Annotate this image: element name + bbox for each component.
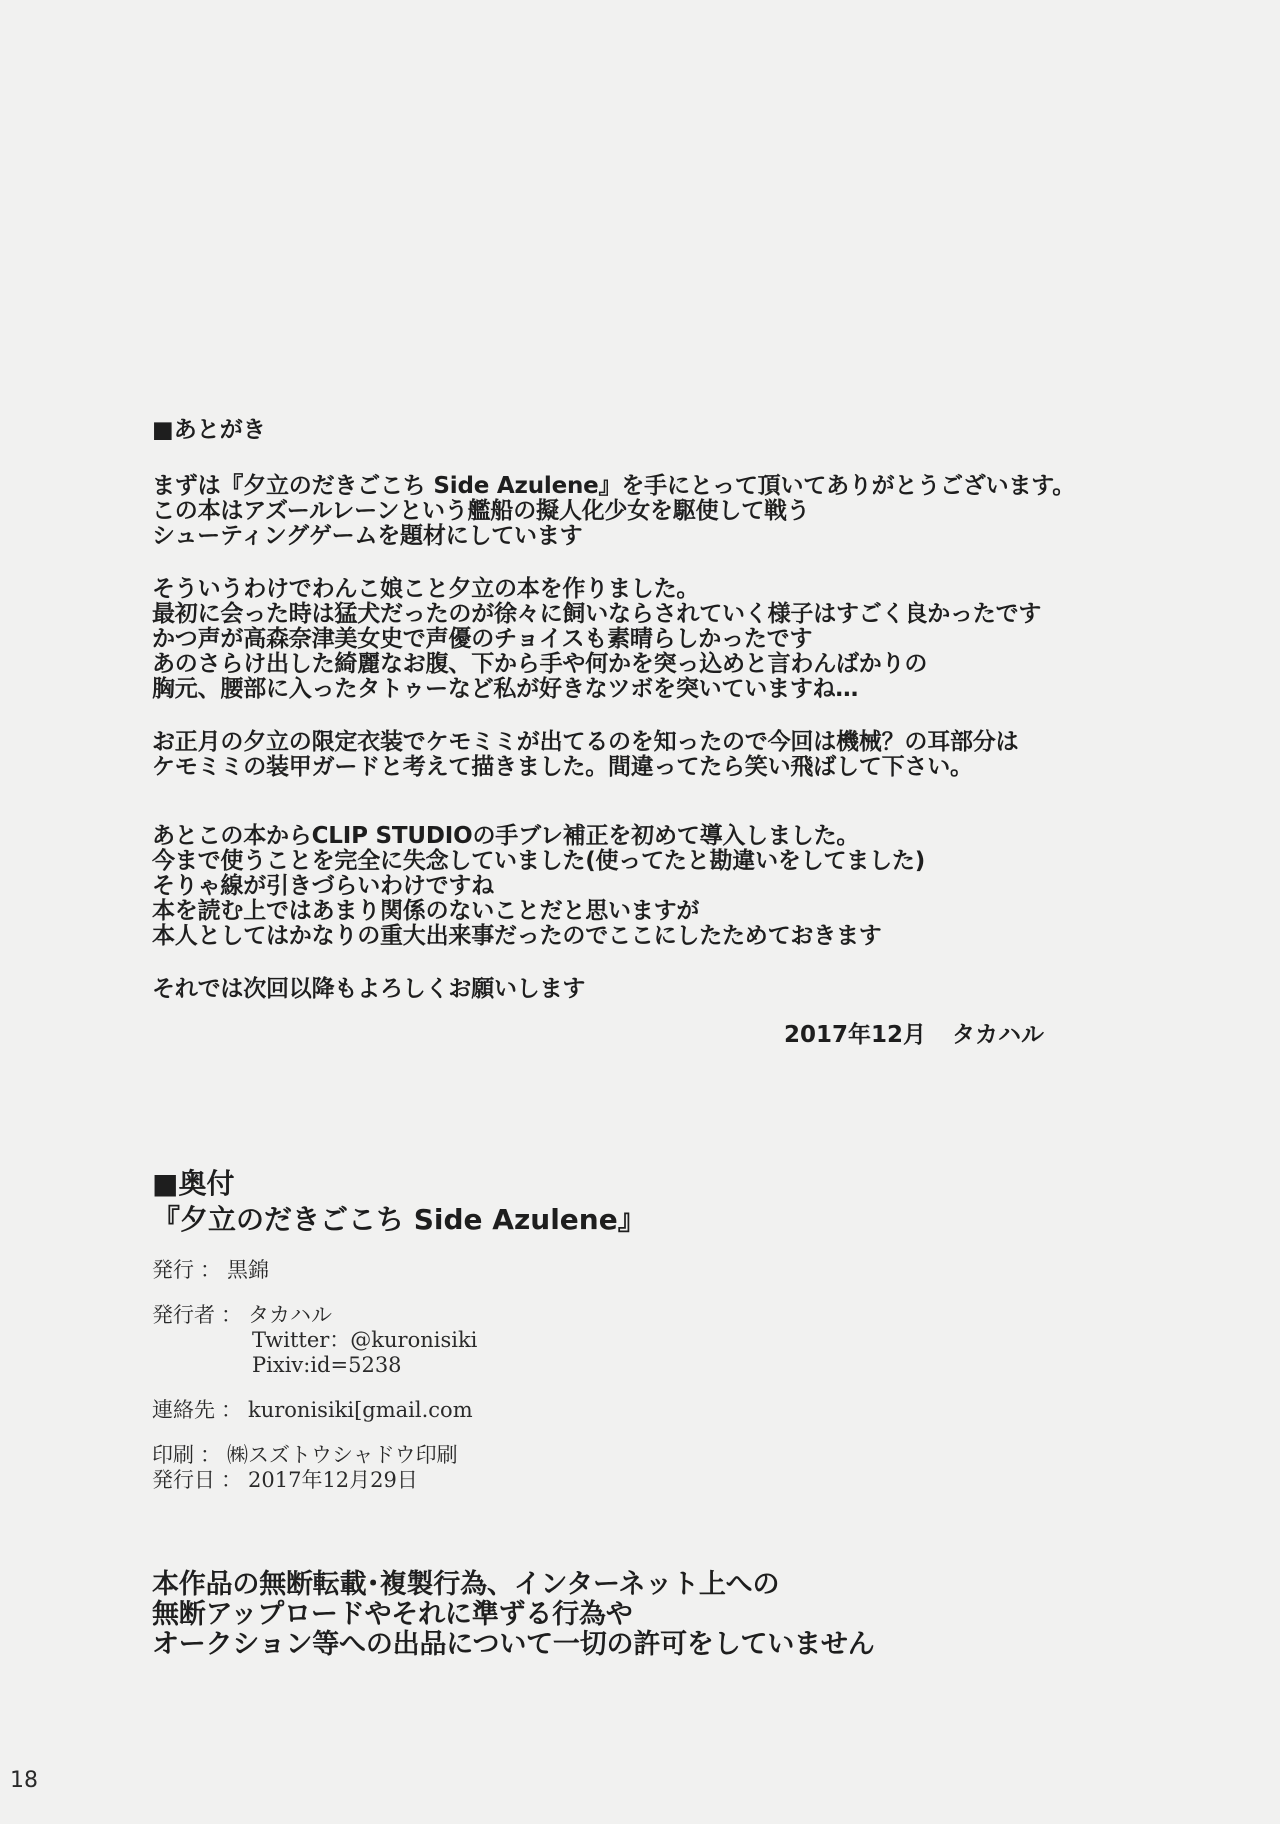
printer-label: 印刷 xyxy=(152,1443,194,1467)
issue-date-value: 2017年12月29日 xyxy=(248,1468,418,1492)
notice-line: オークション等への出品について一切の許可をしていません xyxy=(152,1629,875,1660)
copyright-notice xyxy=(152,1570,1162,1660)
afterword-paragraph-3 xyxy=(152,730,1162,780)
page-number: 18 xyxy=(10,1768,38,1793)
colophon-section xyxy=(152,1166,1152,1493)
signature-date: 2017年12月 xyxy=(784,1022,927,1048)
separator: ： xyxy=(200,1258,221,1282)
text-line: 最初に会った時は猛犬だったのが徐々に飼いならされていく様子はすごく良かったです xyxy=(152,601,1042,627)
text-line: 本を読む上ではあまり関係のないことだと思いますが xyxy=(152,898,700,924)
text-line: 胸元、腰部に入ったタトゥーなど私が好きなツボを突いていますね… xyxy=(152,676,859,702)
afterword-paragraph-5 xyxy=(152,977,1162,1002)
text-line: まずは『夕立のだきごこち Side Azulene』を手にとって頂いてありがとうございます。 xyxy=(152,473,1076,499)
notice-line: 無断アップロードやそれに準ずる行為や xyxy=(152,1599,633,1630)
book-title: 『夕立のだきごこち Side Azulene』 xyxy=(152,1203,646,1236)
issuer-label: 発行者 xyxy=(152,1303,215,1327)
text-line: あのさらけ出した綺麗なお腹、下から手や何かを突っ込めと言わんばかりの xyxy=(152,651,928,677)
publisher-row xyxy=(152,1258,1152,1283)
notice-line: 本作品の無断転載･複製行為、インターネット上への xyxy=(152,1569,780,1600)
print-block xyxy=(152,1443,1152,1493)
printer-value: ㈱スズトウシャドウ印刷 xyxy=(227,1443,458,1467)
afterword-section xyxy=(152,414,1162,1048)
text-line: そりゃ線が引きづらいわけですね xyxy=(152,873,495,899)
afterword-paragraph-1 xyxy=(152,474,1162,549)
text-line: シューティングゲームを題材にしています xyxy=(152,523,583,549)
text-line: そういうわけでわんこ娘こと夕立の本を作りました。 xyxy=(152,576,700,602)
afterword-paragraph-4 xyxy=(152,824,1162,949)
afterword-signature xyxy=(784,1016,1044,1049)
text-line: 今まで使うことを完全に失念していました(使ってたと勘違いをしてました) xyxy=(152,848,926,874)
text-line: この本はアズールレーンという艦船の擬人化少女を駆使して戦う xyxy=(152,498,810,524)
separator: ： xyxy=(221,1303,242,1327)
pixiv-id: Pixiv:id=5238 xyxy=(252,1353,402,1377)
separator: ： xyxy=(200,1443,221,1467)
text-line: あとこの本からCLIP STUDIOの手ブレ補正を初めて導入しました。 xyxy=(152,823,860,849)
text-line: 本人としてはかなりの重大出来事だったのでここにしたためておきます xyxy=(152,923,882,949)
publisher-value: 黒錦 xyxy=(227,1258,269,1282)
issuer-block xyxy=(152,1303,1152,1378)
text-line: ケモミミの装甲ガードと考えて描きました。間違ってたら笑い飛ばして下さい。 xyxy=(152,754,973,780)
text-line: お正月の夕立の限定衣装でケモミミが出てるのを知ったので今回は機械？の耳部分は xyxy=(152,729,1019,755)
separator: ： xyxy=(221,1468,242,1492)
issuer-value: タカハル xyxy=(248,1303,332,1327)
contact-label: 連絡先 xyxy=(152,1398,215,1422)
contact-row xyxy=(152,1398,1152,1423)
publisher-label: 発行 xyxy=(152,1258,194,1282)
afterword-paragraph-2 xyxy=(152,577,1162,702)
issue-date-label: 発行日 xyxy=(152,1468,215,1492)
colophon-heading: ■奥付 xyxy=(152,1167,235,1200)
afterword-heading: ■あとがき xyxy=(152,417,266,443)
text-line: それでは次回以降もよろしくお願いします xyxy=(152,976,586,1002)
contact-value: kuronisiki[gmail.com xyxy=(248,1398,473,1422)
text-line: かつ声が高森奈津美女史で声優のチョイスも素晴らしかったです xyxy=(152,626,813,652)
signature-author: タカハル xyxy=(952,1022,1045,1048)
separator: ： xyxy=(221,1398,242,1422)
twitter-handle: Twitter：@kuronisiki xyxy=(252,1328,478,1352)
